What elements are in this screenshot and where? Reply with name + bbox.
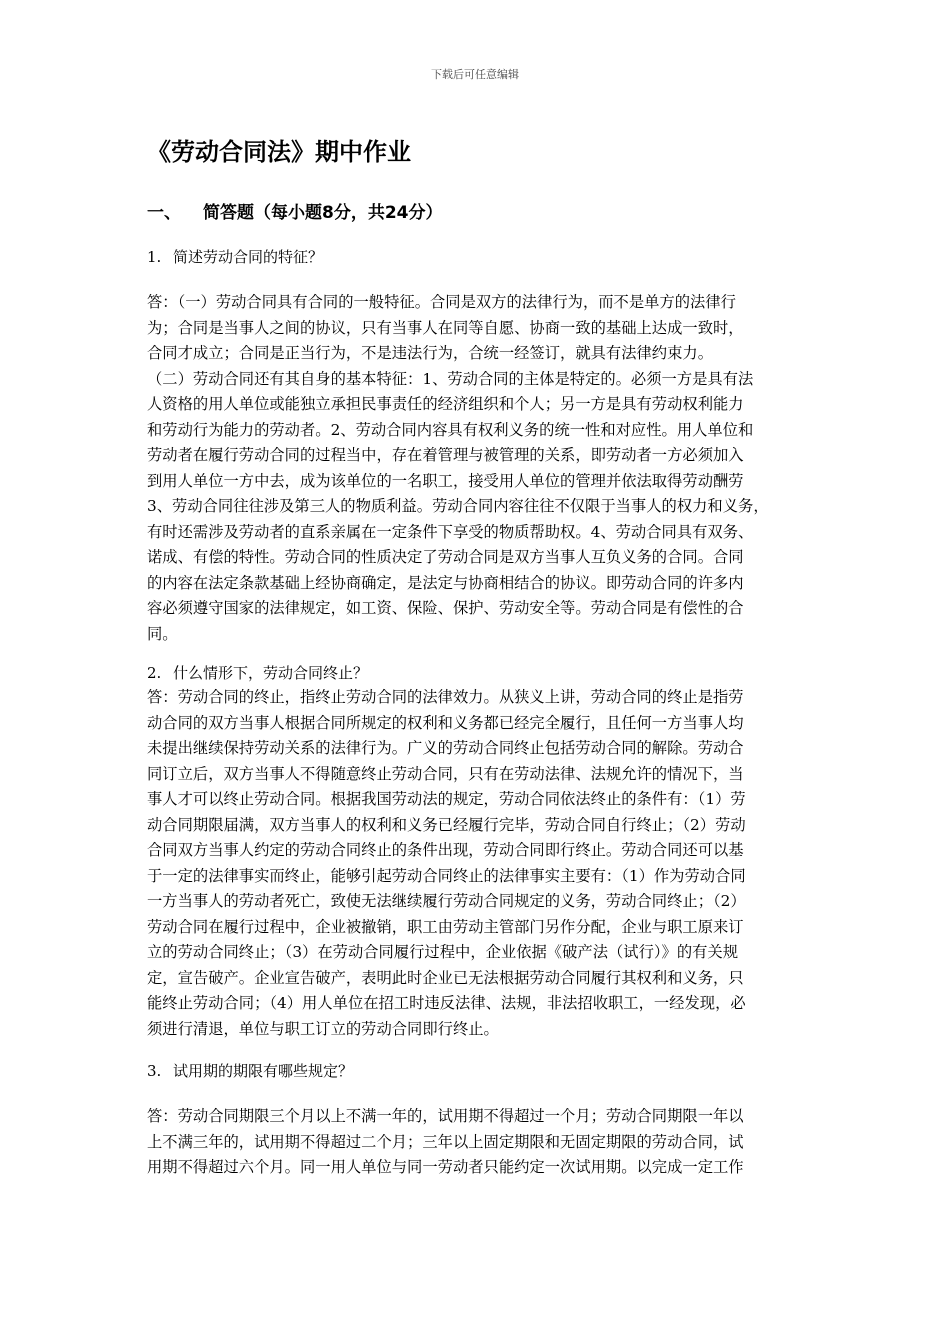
- answer-line: 定，宣告破产。企业宣告破产，表明此时企业已无法根据劳动合同履行其权利和义务，只: [147, 968, 744, 987]
- answer-line: 答：劳动合同的终止，指终止劳动合同的法律效力。从狭义上讲，劳动合同的终止是指劳: [147, 688, 744, 706]
- answer-line: 有时还需涉及劳动者的直系亲属在一定条件下享受的物质帮助权。4、劳动合同具有双务、: [147, 522, 754, 541]
- answer-line: 上不满三年的，试用期不得超过二个月；三年以上固定期限和无固定期限的劳动合同，试: [147, 1132, 744, 1151]
- answer-line: 合同才成立；合同是正当行为，不是违法行为，合统一经签订，就具有法律约束力。: [147, 344, 713, 362]
- answer-line: 动合同期限届满，双方当事人的权利和义务已经履行完毕，劳动合同自行终止；（2）劳动: [147, 815, 746, 834]
- answer-line: 容必须遵守国家的法律规定，如工资、保险、保护、劳动安全等。劳动合同是有偿性的合: [147, 599, 744, 617]
- answer-line: 人资格的用人单位或能独立承担民事责任的经济组织和个人；另一方是具有劳动权利能力: [147, 395, 744, 413]
- answer-line: 劳动合同在履行过程中，企业被撤销，职工由劳动主管部门另作分配，企业与职工原来订: [147, 917, 744, 936]
- answer-line: 于一定的法律事实而终止，能够引起劳动合同终止的法律事实主要有：（1）作为劳动合同: [147, 866, 746, 885]
- question-number: 1.: [147, 248, 162, 266]
- section-number: 一、: [147, 203, 181, 223]
- answer-3: [147, 1104, 812, 1181]
- answer-line: 同。: [147, 624, 178, 643]
- answer-line: 劳动者在履行劳动合同的过程当中，存在着管理与被管理的关系，即劳动者一方必须加入: [147, 446, 744, 464]
- question-text: 试用期的期限有哪些规定？: [173, 1062, 354, 1080]
- answer-line: 能终止劳动合同；（4）用人单位在招工时违反法律、法规，非法招收职工，一经发现，必: [147, 994, 746, 1012]
- question-text: 什么情形下，劳动合同终止？: [173, 664, 369, 682]
- answer-line: 一方当事人的劳动者死亡，致使无法继续履行劳动合同规定的义务，劳动合同终止；（2）: [147, 892, 746, 910]
- question-1: [147, 246, 323, 267]
- answer-line: 未提出继续保持劳动关系的法律行为。广义的劳动合同终止包括劳动合同的解除。劳动合: [147, 739, 744, 757]
- answer-line: 到用人单位一方中去，成为该单位的一名职工，接受用人单位的管理并依法取得劳动酬劳: [147, 471, 744, 490]
- answer-line: 须进行清退，单位与职工订立的劳动合同即行终止。: [147, 1019, 499, 1038]
- question-2: [147, 662, 368, 683]
- answer-line: 的内容在法定条款基础上经协商确定，是法定与协商相结合的协议。即劳动合同的许多内: [147, 573, 744, 592]
- answer-line: 立的劳动合同终止；（3）在劳动合同履行过程中，企业依据《破产法（试行）》的有关规: [147, 943, 739, 961]
- section-heading: [147, 198, 443, 223]
- answer-line: 合同双方当事人约定的劳动合同终止的条件出现，劳动合同即行终止。劳动合同还可以基: [147, 841, 744, 859]
- document-title: 《劳动合同法》期中作业: [147, 138, 411, 166]
- question-number: 2.: [147, 664, 162, 682]
- answer-1: [147, 290, 812, 647]
- answer-line: 同订立后，双方当事人不得随意终止劳动合同，只有在劳动法律、法规允许的情况下，当: [147, 764, 744, 783]
- question-text: 简述劳动合同的特征？: [173, 248, 324, 266]
- answer-line: 事人才可以终止劳动合同。根据我国劳动法的规定，劳动合同依法终止的条件有：（1）劳: [147, 790, 746, 808]
- section-label: 简答题（每小题8分，共24分）: [203, 203, 443, 223]
- question-number: 3.: [147, 1062, 162, 1080]
- answer-line: 和劳动行为能力的劳动者。2、劳动合同内容具有权利义务的统一性和对应性。用人单位和: [147, 420, 754, 439]
- answer-line: 诺成、有偿的特性。劳动合同的性质决定了劳动合同是双方当事人互负义务的合同。合同: [147, 548, 744, 566]
- answer-line: 动合同的双方当事人根据合同所规定的权利和义务都已经完全履行，且任何一方当事人均: [147, 713, 744, 732]
- page-header-note: 下载后可任意编辑: [431, 68, 519, 81]
- answer-line: 答：劳动合同期限三个月以上不满一年的，试用期不得超过一个月；劳动合同期限一年以: [147, 1107, 744, 1125]
- answer-line: 3、劳动合同往往涉及第三人的物质利益。劳动合同内容往往不仅限于当事人的权力和义务，: [147, 497, 769, 515]
- answer-line: 用期不得超过六个月。同一用人单位与同一劳动者只能约定一次试用期。以完成一定工作: [147, 1158, 744, 1176]
- answer-2: [147, 685, 812, 1042]
- answer-line: （二）劳动合同还有其自身的基本特征：1、劳动合同的主体是特定的。必须一方是具有法: [147, 369, 754, 388]
- question-3: [147, 1060, 353, 1081]
- answer-line: 为；合同是当事人之间的协议，只有当事人在同等自愿、协商一致的基础上达成一致时，: [147, 318, 744, 337]
- answer-line: 答：（一）劳动合同具有合同的一般特征。合同是双方的法律行为，而不是单方的法律行: [147, 293, 736, 311]
